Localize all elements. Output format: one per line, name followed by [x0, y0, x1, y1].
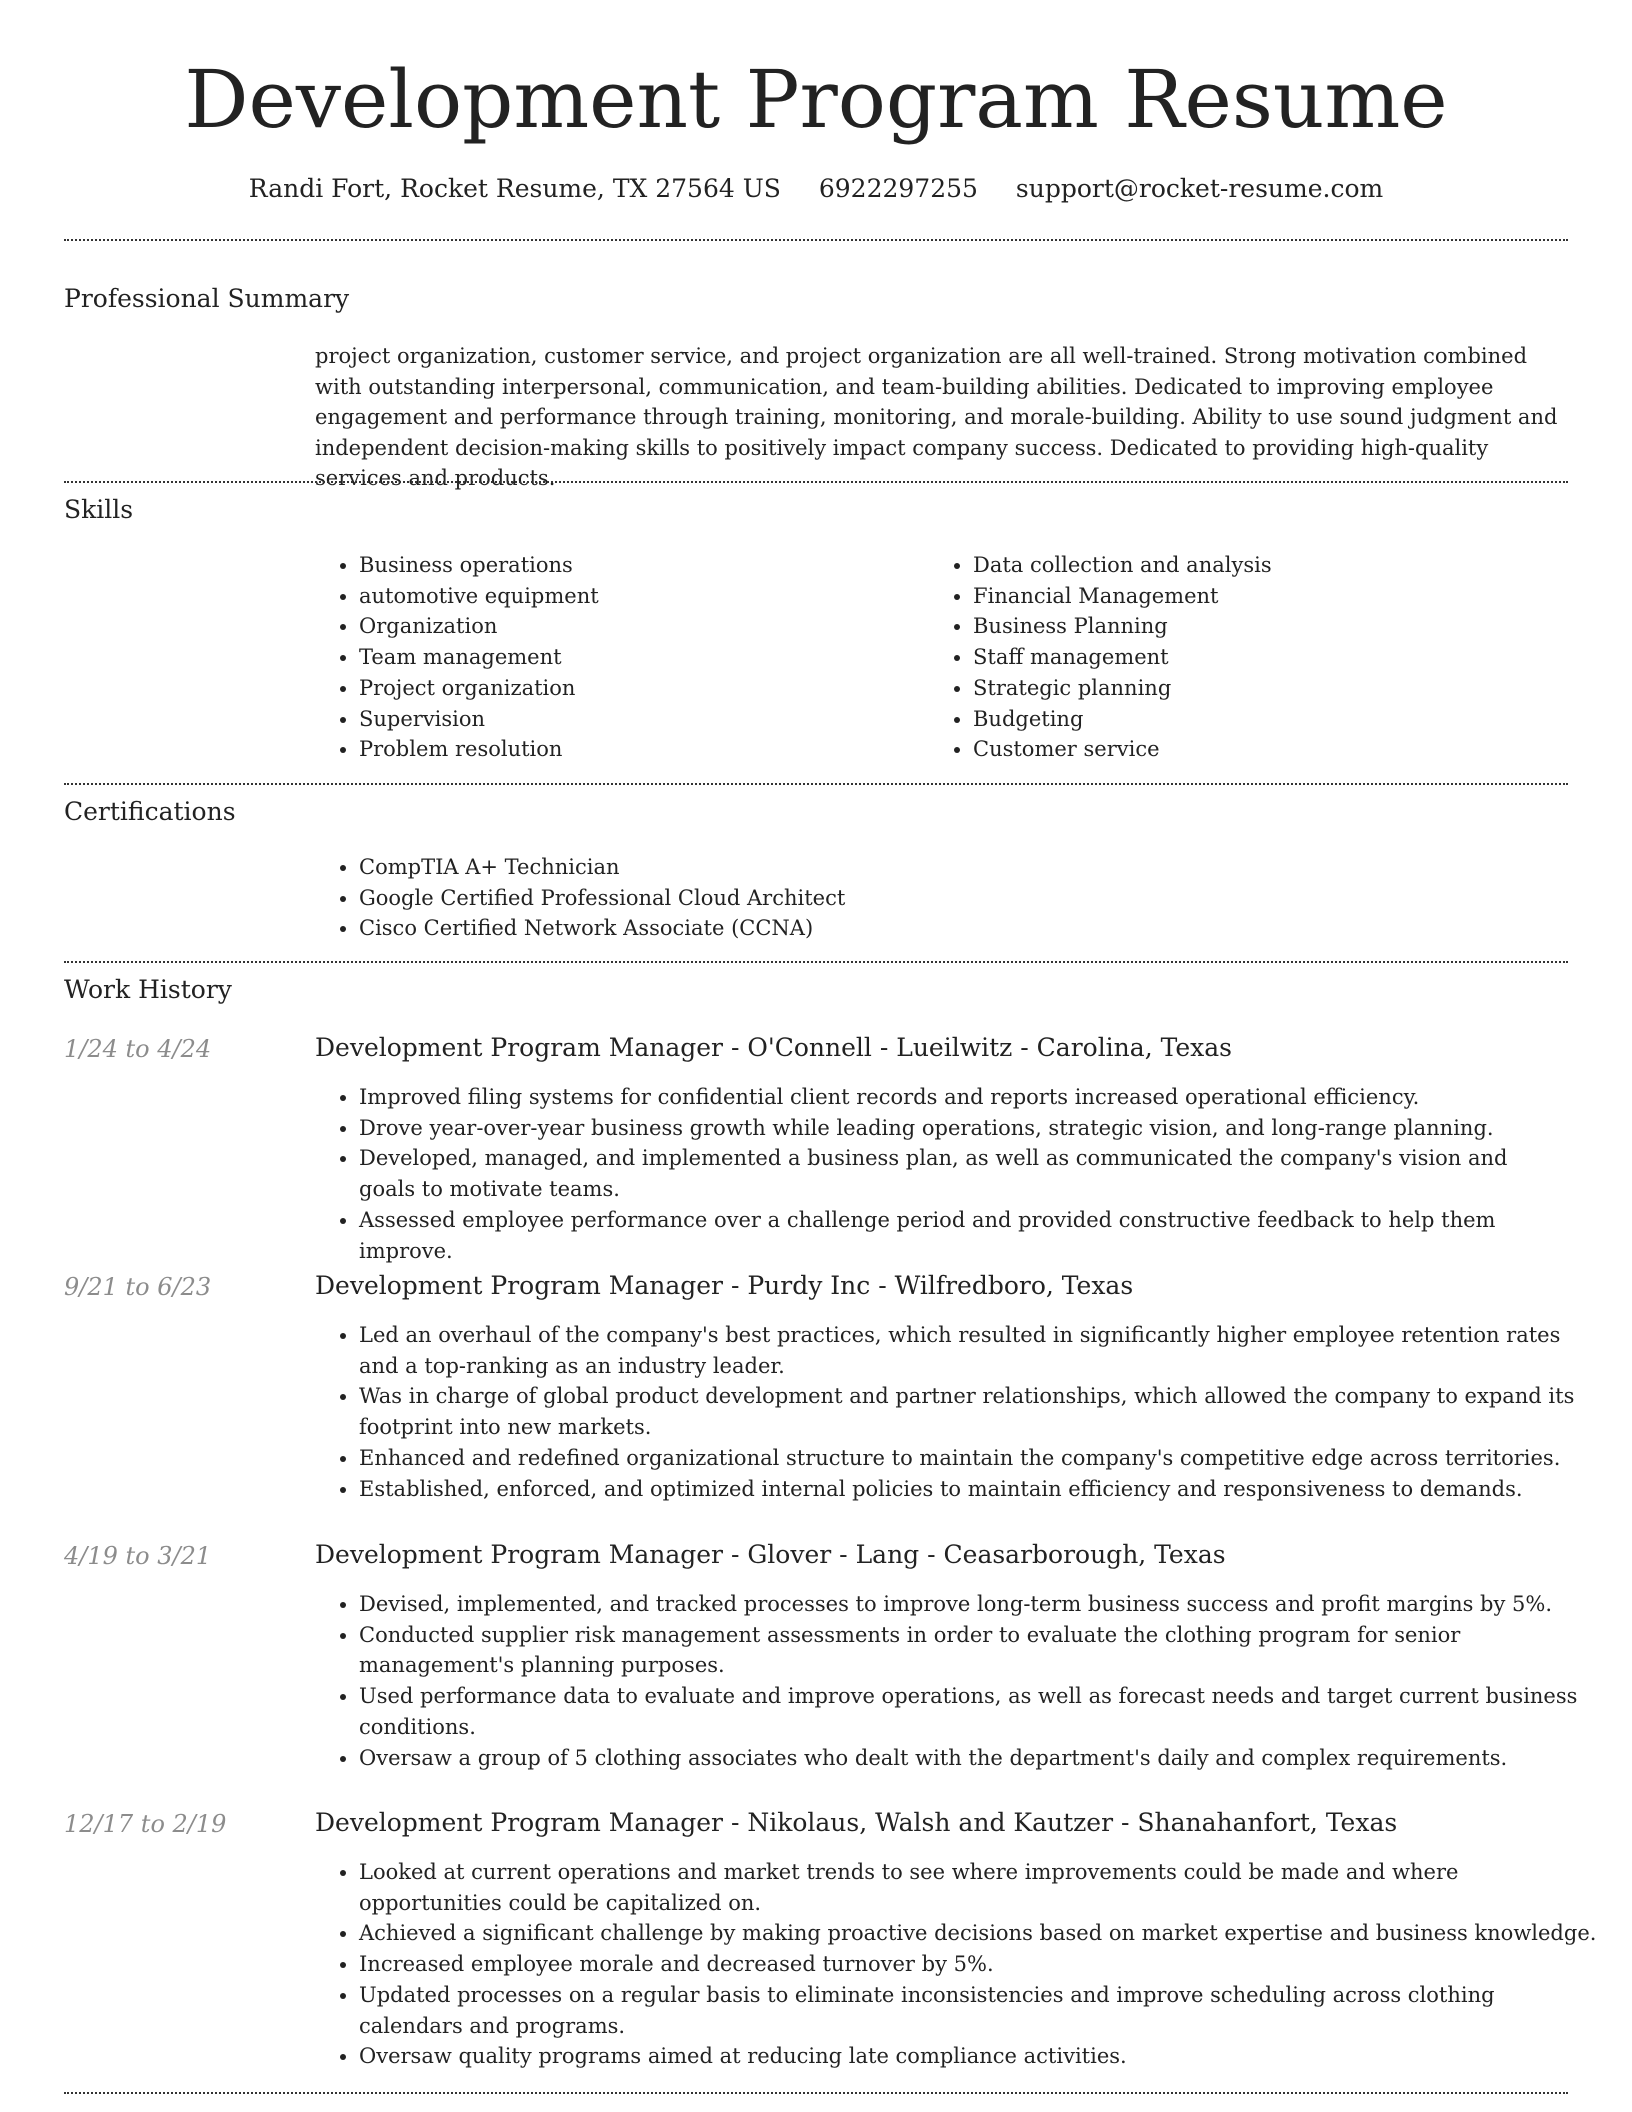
job-title: Development Program Manager - O'Connell - Lueilwitz - Carolina, Texas	[315, 1033, 1232, 1062]
list-item: • automotive equipment	[359, 581, 919, 612]
list-item: • Conducted supplier risk management assessments in order to evaluate the clothing program for senior management's planning purposes.	[359, 1620, 1599, 1681]
skills-list-right	[929, 550, 1573, 765]
list-item: • Improved filing systems for confidential client records and reports increased operational efficiency.	[359, 1082, 1569, 1113]
list-item: • Led an overhaul of the company's best practices, which resulted in significantly higher employee retention rates and a top-ranking as an industry leader.	[359, 1320, 1599, 1381]
list-item: • Assessed employee performance over a challenge period and provided constructive feedback to help them improve.	[359, 1205, 1569, 1266]
job-bullets	[315, 1857, 1599, 2072]
resume-title: Development Program Resume	[184, 53, 1448, 146]
list-item: • Looked at current operations and market trends to see where improvements could be made and where opportunities could be capitalized on.	[359, 1857, 1599, 1918]
list-item: • Cisco Certified Network Associate (CCNA)	[359, 913, 1569, 944]
list-item: • Google Certified Professional Cloud Architect	[359, 883, 1569, 914]
list-item: • Business Planning	[973, 611, 1573, 642]
list-item: • Achieved a significant challenge by making proactive decisions based on market expertise and business knowledge.	[359, 1918, 1599, 1949]
divider	[64, 783, 1568, 785]
contact-line	[0, 172, 1632, 206]
list-item: • Was in charge of global product development and partner relationships, which allowed the company to expand its footprint into new markets.	[359, 1381, 1599, 1442]
contact-email: support@rocket-resume.com	[1015, 174, 1384, 203]
section-heading-certifications: Certifications	[64, 797, 236, 826]
section-heading-summary: Professional Summary	[64, 284, 350, 313]
list-item: • Updated processes on a regular basis to eliminate inconsistencies and improve scheduling across clothing calendars and programs.	[359, 1980, 1599, 2041]
list-item: • Oversaw quality programs aimed at reducing late compliance activities.	[359, 2041, 1599, 2072]
list-item: • Project organization	[359, 673, 919, 704]
list-item: • Used performance data to evaluate and improve operations, as well as forecast needs and target current business conditions.	[359, 1681, 1599, 1742]
list-item: • Oversaw a group of 5 clothing associates who dealt with the department's daily and complex requirements.	[359, 1743, 1599, 1774]
list-item: • Enhanced and redefined organizational structure to maintain the company's competitive edge across territories.	[359, 1443, 1599, 1474]
summary-text: project organization, customer service, and project organization are all well-trained. Strong motivation combined with outstanding interpersonal, communication, and team-building abilities. Dedicated to improving employee engagement and performance through training, monitoring, and morale-building. Ability to use sound judgment and independent decision-making skills to positively impact company success. Dedicated to providing high-quality services and products.	[315, 344, 1558, 490]
list-item: • Financial Management	[973, 581, 1573, 612]
job-title: Development Program Manager - Purdy Inc - Wilfredboro, Texas	[315, 1271, 1134, 1300]
list-item: • Team management	[359, 642, 919, 673]
list-item: • Staff management	[973, 642, 1573, 673]
list-item: • Developed, managed, and implemented a business plan, as well as communicated the company's vision and goals to motivate teams.	[359, 1143, 1569, 1204]
list-item: • Data collection and analysis	[973, 550, 1573, 581]
divider	[64, 239, 1568, 241]
section-heading-skills: Skills	[64, 495, 134, 524]
list-item: • Business operations	[359, 550, 919, 581]
certifications-list	[315, 852, 1569, 944]
list-item: • Drove year-over-year business growth while leading operations, strategic vision, and long-range planning.	[359, 1113, 1569, 1144]
job-title: Development Program Manager - Glover - Lang - Ceasarborough, Texas	[315, 1540, 1226, 1569]
job-dates: 9/21 to 6/23	[64, 1273, 212, 1301]
list-item: • Supervision	[359, 704, 919, 735]
list-item: • Budgeting	[973, 704, 1573, 735]
job-bullets	[315, 1320, 1599, 1504]
list-item: • Strategic planning	[973, 673, 1573, 704]
job-title: Development Program Manager - Nikolaus, Walsh and Kautzer - Shanahanfort, Texas	[315, 1808, 1398, 1837]
contact-phone: 6922297255	[818, 174, 978, 203]
job-bullets	[315, 1082, 1569, 1266]
list-item: • Devised, implemented, and tracked processes to improve long-term business success and profit margins by 5%.	[359, 1589, 1599, 1620]
divider	[64, 2092, 1568, 2094]
list-item: • Established, enforced, and optimized internal policies to maintain efficiency and responsiveness to demands.	[359, 1474, 1599, 1505]
skills-list-left	[315, 550, 919, 765]
list-item: • Increased employee morale and decreased turnover by 5%.	[359, 1949, 1599, 1980]
job-bullets	[315, 1589, 1599, 1773]
list-item: • Customer service	[973, 734, 1573, 765]
section-heading-work-history: Work History	[64, 975, 232, 1004]
job-dates: 12/17 to 2/19	[64, 1810, 227, 1838]
job-dates: 4/19 to 3/21	[64, 1542, 212, 1570]
contact-address: Randi Fort, Rocket Resume, TX 27564 US	[248, 174, 781, 203]
divider	[64, 961, 1568, 963]
list-item: • Organization	[359, 611, 919, 642]
list-item: • CompTIA A+ Technician	[359, 852, 1569, 883]
list-item: • Problem resolution	[359, 734, 919, 765]
divider	[64, 481, 1568, 483]
job-dates: 1/24 to 4/24	[64, 1035, 212, 1063]
